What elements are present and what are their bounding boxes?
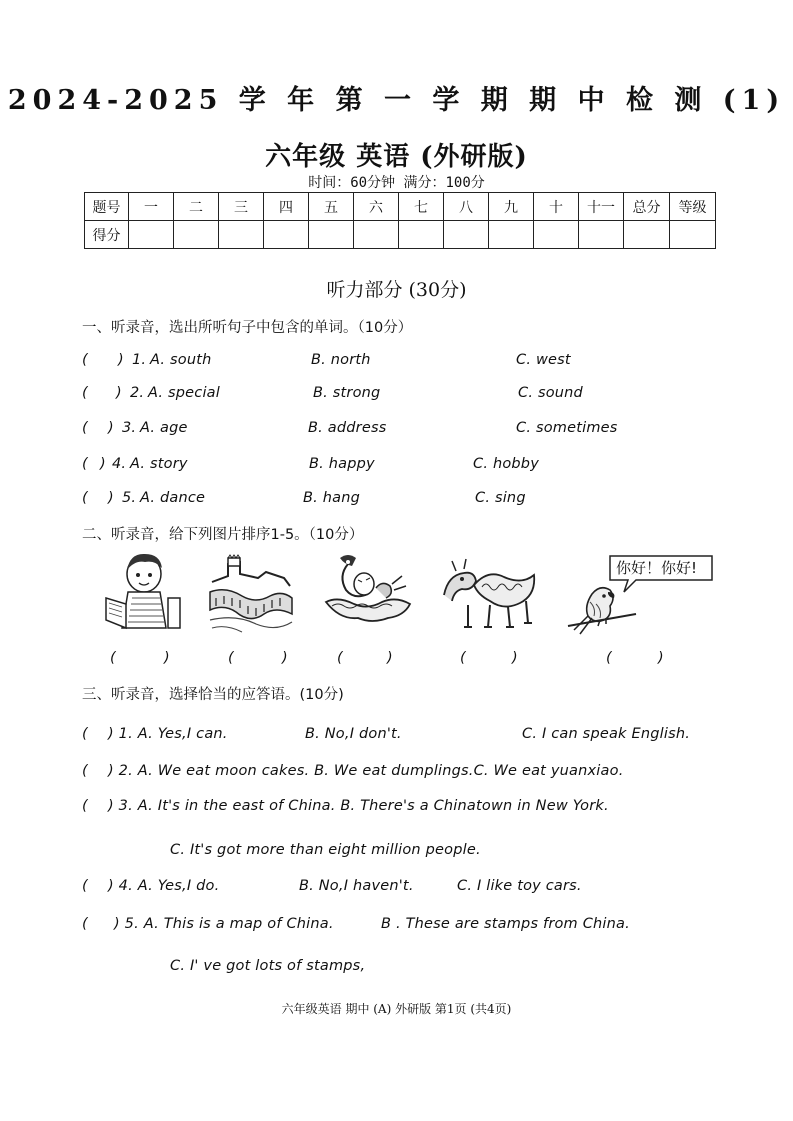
score-input-cell[interactable] <box>129 221 174 249</box>
score-row-label: 得分 <box>85 221 129 249</box>
listening-section-title: 听力部分 (30分) <box>326 279 467 301</box>
question-line: ) 1. A. Yes,I can. <box>108 726 228 742</box>
blank-open: ( <box>110 650 116 666</box>
dragon-dance-picture <box>438 555 540 633</box>
blank-open: ( <box>228 650 234 666</box>
speech-bubble-text: 你好！你好! <box>616 559 698 577</box>
blank-close: ) <box>387 650 393 666</box>
option-c: C. sing <box>475 490 526 506</box>
great-wall-picture <box>206 552 296 636</box>
option-a: A. story <box>130 456 188 472</box>
score-input-cell[interactable] <box>219 221 264 249</box>
blank-close: ) <box>512 650 518 666</box>
option-c: C. I' ve got lots of stamps, <box>170 958 366 974</box>
question-line: ) 2. A. We eat moon cakes. B. We eat dumplings.C. We eat yuanxiao. <box>108 763 624 779</box>
option-c: C. hobby <box>473 456 539 472</box>
option-b: B. north <box>311 352 371 368</box>
option-c: C. I like toy cars. <box>457 878 582 894</box>
option-a: A. dance <box>140 490 206 506</box>
blank-close: ) <box>282 650 288 666</box>
option-c: C. I can speak English. <box>522 726 691 742</box>
question-number: 1. <box>132 352 147 368</box>
answer-paren-open[interactable]: ( <box>82 763 88 779</box>
score-input-cell[interactable] <box>309 221 354 249</box>
option-c: C. It's got more than eight million people. <box>170 842 481 858</box>
score-cell: 六 <box>354 193 399 221</box>
option-c: C. sound <box>518 385 583 401</box>
question-line: ) 5. A. This is a map of China. <box>114 916 334 932</box>
blank-open: ( <box>460 650 466 666</box>
answer-paren-close: ) <box>100 456 106 472</box>
question-number: 2. <box>130 385 145 401</box>
blank-close: ) <box>658 650 664 666</box>
section3-heading: 三、听录音，选择恰当的应答语。(10分) <box>82 687 344 703</box>
option-a: A. age <box>140 420 188 436</box>
answer-paren-open[interactable]: ( <box>82 878 88 894</box>
score-input-cell[interactable] <box>624 221 670 249</box>
score-table-header-row <box>85 193 716 221</box>
answer-paren-close: ) <box>116 385 122 401</box>
option-a: A. south <box>150 352 212 368</box>
score-cell: 三 <box>219 193 264 221</box>
answer-paren-open[interactable]: ( <box>82 798 88 814</box>
option-b: B . These are stamps from China. <box>381 916 630 932</box>
question-line: ) 4. A. Yes,I do. <box>108 878 220 894</box>
score-input-cell[interactable] <box>579 221 624 249</box>
score-table <box>84 192 716 249</box>
answer-paren-close: ) <box>118 352 124 368</box>
exam-subtitle: 六年级 英语 (外研版) <box>265 142 528 172</box>
score-cell: 四 <box>264 193 309 221</box>
page-footer: 六年级英语 期中 (A) 外研版 第1页 (共4页) <box>281 1002 512 1016</box>
score-cell: 十 <box>534 193 579 221</box>
option-b: B. hang <box>303 490 361 506</box>
score-input-cell[interactable] <box>444 221 489 249</box>
score-cell: 总分 <box>624 193 670 221</box>
answer-paren-close: ) <box>108 420 114 436</box>
blank-open: ( <box>337 650 343 666</box>
time-info: 时间：60分钟 满分：100分 <box>308 175 485 191</box>
score-cell: 题号 <box>85 193 129 221</box>
option-c: C. sometimes <box>516 420 618 436</box>
option-b: B. happy <box>309 456 375 472</box>
question-line: ) 3. A. It's in the east of China. B. There's a Chinatown in New York. <box>108 798 609 814</box>
question-number: 4. <box>112 456 127 472</box>
answer-paren-open[interactable]: ( <box>82 352 88 368</box>
score-cell: 一 <box>129 193 174 221</box>
blank-open: ( <box>606 650 612 666</box>
answer-paren-open[interactable]: ( <box>82 490 88 506</box>
boy-reading-picture <box>100 548 185 633</box>
score-input-cell[interactable] <box>489 221 534 249</box>
option-a: A. special <box>148 385 221 401</box>
score-table-score-row <box>85 221 716 249</box>
score-cell: 七 <box>399 193 444 221</box>
score-input-cell[interactable] <box>264 221 309 249</box>
score-input-cell[interactable] <box>534 221 579 249</box>
score-input-cell[interactable] <box>399 221 444 249</box>
score-cell: 二 <box>174 193 219 221</box>
option-b: B. No,I haven't. <box>299 878 414 894</box>
option-b: B. No,I don't. <box>305 726 402 742</box>
option-b: B. strong <box>313 385 381 401</box>
question-number: 5. <box>122 490 137 506</box>
score-input-cell[interactable] <box>354 221 399 249</box>
dragon-boat-picture <box>318 550 413 632</box>
score-cell: 九 <box>489 193 534 221</box>
score-cell: 八 <box>444 193 489 221</box>
answer-paren-open[interactable]: ( <box>82 456 88 472</box>
exam-title: 2024-2025 学 年 第 一 学 期 期 中 检 测 (1) <box>7 85 786 116</box>
answer-paren-open[interactable]: ( <box>82 726 88 742</box>
score-input-cell[interactable] <box>174 221 219 249</box>
option-b: B. address <box>308 420 387 436</box>
answer-paren-open[interactable]: ( <box>82 420 88 436</box>
answer-paren-open[interactable]: ( <box>82 916 88 932</box>
section1-heading: 一、听录音，选出所听句子中包含的单词。（10分） <box>82 320 413 336</box>
option-c: C. west <box>516 352 571 368</box>
section2-heading: 二、听录音，给下列图片排序1-5。（10分） <box>82 527 364 543</box>
score-cell: 十一 <box>579 193 624 221</box>
answer-paren-open[interactable]: ( <box>82 385 88 401</box>
score-input-cell[interactable] <box>670 221 716 249</box>
question-number: 3. <box>122 420 137 436</box>
answer-paren-close: ) <box>108 490 114 506</box>
score-cell: 五 <box>309 193 354 221</box>
score-cell: 等级 <box>670 193 716 221</box>
blank-close: ) <box>164 650 170 666</box>
